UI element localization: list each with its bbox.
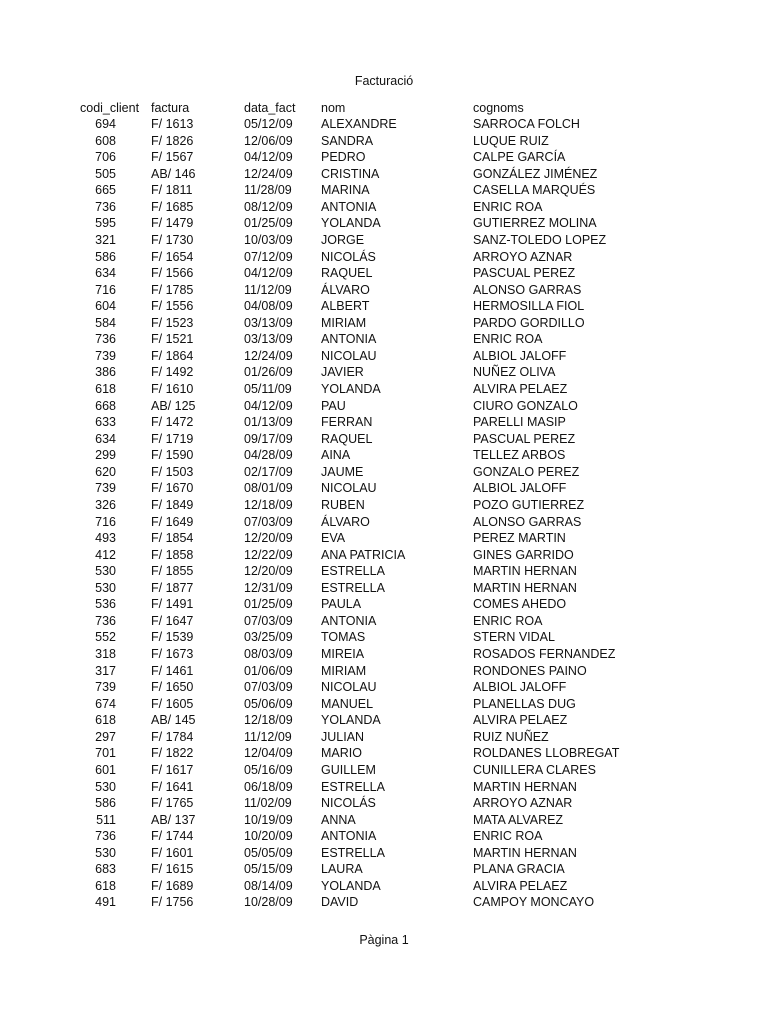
cell-cognoms: PARELLI MASIP <box>473 415 566 430</box>
cell-codi-client: 601 <box>95 762 116 777</box>
cell-nom: MIRIAM <box>321 315 367 330</box>
table-row <box>0 596 768 613</box>
cell-codi-client: 595 <box>95 216 116 231</box>
cell-cognoms: ENRIC ROA <box>473 829 543 844</box>
table-row <box>0 547 768 564</box>
cell-nom: ANTONIA <box>321 613 377 628</box>
cell-data-fact: 12/18/09 <box>244 497 293 512</box>
cell-nom: PAULA <box>321 597 362 612</box>
cell-cognoms: PASCUAL PEREZ <box>473 431 576 446</box>
cell-codi-client: 736 <box>95 613 116 628</box>
cell-codi-client: 586 <box>95 796 116 811</box>
cell-codi-client: 633 <box>95 415 116 430</box>
cell-data-fact: 05/05/09 <box>244 845 293 860</box>
cell-data-fact: 11/12/09 <box>244 282 292 297</box>
cell-codi-client: 716 <box>95 282 116 297</box>
cell-factura: F/ 1654 <box>151 249 194 264</box>
cell-factura: F/ 1744 <box>151 829 194 844</box>
cell-cognoms: CIURO GONZALO <box>473 398 578 413</box>
cell-codi-client: 683 <box>95 862 116 877</box>
table-row <box>0 133 768 150</box>
cell-data-fact: 03/13/09 <box>244 315 293 330</box>
cell-factura: F/ 1556 <box>151 299 194 314</box>
cell-cognoms: SANZ-TOLEDO LOPEZ <box>473 232 607 247</box>
cell-data-fact: 12/24/09 <box>244 166 293 181</box>
cell-nom: NICOLÁS <box>321 796 376 811</box>
cell-factura: F/ 1617 <box>151 762 194 777</box>
cell-data-fact: 12/06/09 <box>244 133 293 148</box>
cell-data-fact: 01/06/09 <box>244 663 293 678</box>
cell-nom: MARINA <box>321 183 370 198</box>
cell-data-fact: 08/12/09 <box>244 199 293 214</box>
cell-nom: FERRAN <box>321 415 373 430</box>
table-row <box>0 199 768 216</box>
cell-data-fact: 01/25/09 <box>244 597 293 612</box>
cell-factura: F/ 1521 <box>151 332 194 347</box>
cell-factura: F/ 1730 <box>151 232 194 247</box>
cell-nom: GUILLEM <box>321 762 376 777</box>
table-row <box>0 398 768 415</box>
table-row <box>0 795 768 812</box>
table-row <box>0 613 768 630</box>
cell-nom: MARIO <box>321 746 362 761</box>
cell-nom: ESTRELLA <box>321 779 385 794</box>
cell-cognoms: CASELLA MARQUÉS <box>473 183 596 198</box>
table-row <box>0 116 768 133</box>
table-row <box>0 712 768 729</box>
cell-data-fact: 04/12/09 <box>244 150 293 165</box>
cell-factura: F/ 1566 <box>151 266 194 281</box>
cell-nom: RAQUEL <box>321 431 373 446</box>
cell-factura: F/ 1756 <box>151 895 194 910</box>
cell-nom: ÁLVARO <box>321 282 370 297</box>
cell-factura: AB/ 146 <box>151 166 196 181</box>
cell-data-fact: 01/13/09 <box>244 415 293 430</box>
cell-cognoms: ENRIC ROA <box>473 332 543 347</box>
cell-factura: F/ 1605 <box>151 696 194 711</box>
header-data-fact: data_fact <box>244 101 296 115</box>
cell-cognoms: GUTIERREZ MOLINA <box>473 216 597 231</box>
cell-cognoms: PARDO GORDILLO <box>473 315 585 330</box>
table-header <box>0 100 768 116</box>
cell-data-fact: 07/03/09 <box>244 680 293 695</box>
cell-data-fact: 12/20/09 <box>244 564 293 579</box>
cell-data-fact: 12/31/09 <box>244 580 293 595</box>
cell-cognoms: ALONSO GARRAS <box>473 282 582 297</box>
cell-factura: F/ 1491 <box>151 597 194 612</box>
cell-nom: JORGE <box>321 232 365 247</box>
table-row <box>0 679 768 696</box>
cell-factura: F/ 1601 <box>151 845 194 860</box>
header-nom: nom <box>321 101 346 115</box>
table-row <box>0 232 768 249</box>
cell-factura: F/ 1858 <box>151 547 194 562</box>
cell-nom: ANTONIA <box>321 829 377 844</box>
cell-codi-client: 665 <box>95 183 116 198</box>
cell-cognoms: ENRIC ROA <box>473 199 543 214</box>
cell-codi-client: 739 <box>95 348 116 363</box>
cell-factura: AB/ 137 <box>151 812 196 827</box>
cell-codi-client: 530 <box>95 580 116 595</box>
cell-codi-client: 736 <box>95 829 116 844</box>
table-row <box>0 845 768 862</box>
cell-data-fact: 09/17/09 <box>244 431 293 446</box>
cell-factura: F/ 1503 <box>151 464 194 479</box>
cell-nom: SANDRA <box>321 133 374 148</box>
cell-nom: RAQUEL <box>321 266 373 281</box>
table-row <box>0 282 768 299</box>
cell-data-fact: 05/16/09 <box>244 762 293 777</box>
cell-data-fact: 07/12/09 <box>244 249 293 264</box>
cell-codi-client: 634 <box>95 266 116 281</box>
cell-factura: F/ 1650 <box>151 680 194 695</box>
table-row <box>0 580 768 597</box>
table-row <box>0 878 768 895</box>
cell-codi-client: 739 <box>95 680 116 695</box>
cell-codi-client: 674 <box>95 696 116 711</box>
cell-data-fact: 02/17/09 <box>244 464 293 479</box>
cell-data-fact: 11/02/09 <box>244 796 292 811</box>
cell-codi-client: 716 <box>95 514 116 529</box>
cell-nom: DAVID <box>321 895 359 910</box>
page-number: Pàgina 1 <box>359 933 409 947</box>
cell-data-fact: 04/28/09 <box>244 448 293 463</box>
cell-factura: F/ 1610 <box>151 382 194 396</box>
cell-factura: F/ 1784 <box>151 729 194 744</box>
cell-codi-client: 608 <box>95 133 116 148</box>
cell-nom: ESTRELLA <box>321 580 385 595</box>
cell-codi-client: 586 <box>95 249 116 264</box>
cell-factura: F/ 1855 <box>151 564 194 579</box>
table-row <box>0 629 768 646</box>
cell-factura: F/ 1849 <box>151 497 194 512</box>
invoice-table <box>0 100 768 911</box>
table-row <box>0 265 768 282</box>
cell-cognoms: PLANELLAS DUG <box>473 696 576 711</box>
table-row <box>0 762 768 779</box>
cell-nom: PAU <box>321 398 346 413</box>
cell-codi-client: 386 <box>95 365 116 380</box>
cell-codi-client: 618 <box>95 382 116 396</box>
cell-factura: F/ 1647 <box>151 613 194 628</box>
cell-cognoms: ARROYO AZNAR <box>473 796 573 811</box>
cell-factura: F/ 1854 <box>151 531 194 546</box>
cell-cognoms: CAMPOY MONCAYO <box>473 895 595 910</box>
cell-data-fact: 01/26/09 <box>244 365 293 380</box>
table-row <box>0 646 768 663</box>
cell-nom: ANA PATRICIA <box>321 547 406 562</box>
cell-codi-client: 318 <box>95 647 116 661</box>
cell-data-fact: 08/01/09 <box>244 481 293 496</box>
cell-data-fact: 04/12/09 <box>244 398 293 413</box>
table-row <box>0 894 768 911</box>
cell-codi-client: 530 <box>95 779 116 794</box>
cell-data-fact: 04/12/09 <box>244 266 293 281</box>
cell-data-fact: 08/03/09 <box>244 647 293 661</box>
cell-factura: AB/ 145 <box>151 713 196 728</box>
cell-factura: F/ 1864 <box>151 348 194 363</box>
cell-cognoms: GONZALO PEREZ <box>473 464 580 479</box>
cell-nom: YOLANDA <box>321 382 381 396</box>
cell-nom: NICOLAU <box>321 348 377 363</box>
cell-cognoms: COMES AHEDO <box>473 597 567 612</box>
cell-cognoms: SARROCA FOLCH <box>473 117 580 131</box>
table-row <box>0 779 768 796</box>
cell-codi-client: 618 <box>95 878 116 893</box>
table-row <box>0 861 768 878</box>
cell-factura: F/ 1479 <box>151 216 194 231</box>
table-row <box>0 431 768 448</box>
cell-data-fact: 05/11/09 <box>244 382 292 396</box>
cell-factura: F/ 1811 <box>151 183 193 198</box>
cell-nom: EVA <box>321 531 346 546</box>
cell-codi-client: 326 <box>95 497 116 512</box>
cell-nom: MANUEL <box>321 696 374 711</box>
cell-factura: F/ 1615 <box>151 862 194 877</box>
cell-nom: LAURA <box>321 862 363 877</box>
cell-nom: ANNA <box>321 812 356 827</box>
cell-codi-client: 620 <box>95 464 116 479</box>
cell-cognoms: NUÑEZ OLIVA <box>473 365 556 380</box>
cell-nom: ANTONIA <box>321 332 377 347</box>
cell-nom: ESTRELLA <box>321 564 385 579</box>
table-row <box>0 497 768 514</box>
cell-cognoms: PLANA GRACIA <box>473 862 565 877</box>
cell-data-fact: 10/19/09 <box>244 812 293 827</box>
cell-factura: F/ 1461 <box>151 663 194 678</box>
table-row <box>0 464 768 481</box>
cell-cognoms: GINES GARRIDO <box>473 547 574 562</box>
cell-cognoms: MARTIN HERNAN <box>473 845 577 860</box>
cell-nom: YOLANDA <box>321 878 381 893</box>
cell-factura: F/ 1472 <box>151 415 194 430</box>
cell-cognoms: MARTIN HERNAN <box>473 564 577 579</box>
cell-nom: NICOLÁS <box>321 249 376 264</box>
table-row <box>0 331 768 348</box>
cell-codi-client: 706 <box>95 150 116 165</box>
table-row <box>0 315 768 332</box>
cell-data-fact: 11/12/09 <box>244 729 292 744</box>
table-row <box>0 563 768 580</box>
cell-data-fact: 12/18/09 <box>244 713 293 728</box>
cell-codi-client: 321 <box>95 232 116 247</box>
table-row <box>0 663 768 680</box>
cell-data-fact: 10/28/09 <box>244 895 293 910</box>
cell-data-fact: 03/25/09 <box>244 630 293 645</box>
cell-data-fact: 05/15/09 <box>244 862 293 877</box>
cell-data-fact: 08/14/09 <box>244 878 293 893</box>
cell-data-fact: 07/03/09 <box>244 613 293 628</box>
cell-factura: F/ 1822 <box>151 746 194 761</box>
cell-cognoms: ENRIC ROA <box>473 613 543 628</box>
cell-factura: F/ 1826 <box>151 133 194 148</box>
cell-cognoms: CUNILLERA CLARES <box>473 762 596 777</box>
cell-data-fact: 03/13/09 <box>244 332 293 347</box>
header-codi-client: codi_client <box>80 101 140 115</box>
table-row <box>0 696 768 713</box>
cell-codi-client: 493 <box>95 531 116 546</box>
table-row <box>0 298 768 315</box>
cell-codi-client: 739 <box>95 481 116 496</box>
cell-data-fact: 12/04/09 <box>244 746 293 761</box>
cell-cognoms: ALVIRA PELAEZ <box>473 878 568 893</box>
cell-nom: PEDRO <box>321 150 366 165</box>
cell-codi-client: 584 <box>95 315 116 330</box>
cell-nom: MIRIAM <box>321 663 367 678</box>
cell-nom: JAVIER <box>321 365 364 380</box>
table-row <box>0 812 768 829</box>
cell-cognoms: TELLEZ ARBOS <box>473 448 566 463</box>
cell-nom: YOLANDA <box>321 216 381 231</box>
cell-data-fact: 06/18/09 <box>244 779 293 794</box>
cell-data-fact: 10/03/09 <box>244 232 293 247</box>
cell-codi-client: 618 <box>95 713 116 728</box>
table-row <box>0 166 768 183</box>
cell-cognoms: ALBIOL JALOFF <box>473 481 567 496</box>
cell-codi-client: 491 <box>95 895 116 910</box>
cell-factura: F/ 1689 <box>151 878 194 893</box>
header-cognoms: cognoms <box>473 101 524 115</box>
cell-nom: RUBEN <box>321 497 365 512</box>
cell-factura: F/ 1613 <box>151 117 194 131</box>
table-row <box>0 447 768 464</box>
cell-codi-client: 736 <box>95 199 116 214</box>
cell-cognoms: STERN VIDAL <box>473 630 555 645</box>
cell-codi-client: 511 <box>96 812 116 827</box>
cell-cognoms: POZO GUTIERREZ <box>473 497 585 512</box>
cell-factura: F/ 1523 <box>151 315 194 330</box>
cell-cognoms: ALBIOL JALOFF <box>473 348 567 363</box>
cell-factura: F/ 1670 <box>151 481 194 496</box>
cell-cognoms: ALVIRA PELAEZ <box>473 713 568 728</box>
cell-codi-client: 701 <box>95 746 116 761</box>
table-row <box>0 215 768 232</box>
cell-factura: F/ 1685 <box>151 199 194 214</box>
cell-factura: F/ 1641 <box>151 779 194 794</box>
table-row <box>0 729 768 746</box>
cell-cognoms: ROSADOS FERNANDEZ <box>473 647 616 661</box>
cell-nom: TOMAS <box>321 630 366 645</box>
cell-codi-client: 530 <box>95 564 116 579</box>
cell-cognoms: ARROYO AZNAR <box>473 249 573 264</box>
table-row <box>0 514 768 531</box>
cell-codi-client: 297 <box>95 729 116 744</box>
table-row <box>0 364 768 381</box>
cell-cognoms: PASCUAL PEREZ <box>473 266 576 281</box>
cell-nom: MIREIA <box>321 647 365 661</box>
cell-cognoms: HERMOSILLA FIOL <box>473 299 585 314</box>
cell-codi-client: 536 <box>95 597 116 612</box>
table-row <box>0 414 768 431</box>
cell-factura: F/ 1492 <box>151 365 194 380</box>
cell-cognoms: MARTIN HERNAN <box>473 580 577 595</box>
cell-nom: ANTONIA <box>321 199 377 214</box>
cell-factura: F/ 1765 <box>151 796 194 811</box>
cell-cognoms: ALBIOL JALOFF <box>473 680 567 695</box>
table-row <box>0 182 768 199</box>
cell-factura: F/ 1673 <box>151 647 194 661</box>
cell-codi-client: 634 <box>95 431 116 446</box>
cell-cognoms: RONDONES PAINO <box>473 663 587 678</box>
header-factura: factura <box>151 101 190 115</box>
cell-cognoms: MARTIN HERNAN <box>473 779 577 794</box>
cell-cognoms: MATA ALVAREZ <box>473 812 564 827</box>
cell-codi-client: 505 <box>95 166 116 181</box>
cell-codi-client: 299 <box>95 448 116 463</box>
cell-codi-client: 604 <box>95 299 116 314</box>
cell-data-fact: 01/25/09 <box>244 216 293 231</box>
cell-factura: F/ 1590 <box>151 448 194 463</box>
table-row <box>0 745 768 762</box>
table-row <box>0 381 768 398</box>
cell-factura: F/ 1649 <box>151 514 194 529</box>
table-row <box>0 828 768 845</box>
table-row <box>0 530 768 547</box>
cell-data-fact: 10/20/09 <box>244 829 293 844</box>
table-row <box>0 149 768 166</box>
cell-nom: ALEXANDRE <box>321 117 397 131</box>
cell-codi-client: 694 <box>95 117 116 131</box>
cell-nom: ESTRELLA <box>321 845 385 860</box>
cell-nom: JULIAN <box>321 729 365 744</box>
cell-data-fact: 05/12/09 <box>244 117 293 131</box>
cell-data-fact: 04/08/09 <box>244 299 293 314</box>
cell-cognoms: CALPE GARCÍA <box>473 150 566 165</box>
cell-cognoms: PEREZ MARTIN <box>473 531 566 546</box>
cell-data-fact: 12/24/09 <box>244 348 293 363</box>
cell-factura: F/ 1719 <box>151 431 194 446</box>
cell-data-fact: 07/03/09 <box>244 514 293 529</box>
cell-codi-client: 668 <box>95 398 116 413</box>
table-body <box>0 116 768 911</box>
cell-nom: CRISTINA <box>321 166 380 181</box>
cell-cognoms: ALVIRA PELAEZ <box>473 382 568 396</box>
cell-nom: NICOLAU <box>321 481 377 496</box>
cell-codi-client: 317 <box>95 663 116 678</box>
cell-data-fact: 05/06/09 <box>244 696 293 711</box>
cell-codi-client: 530 <box>95 845 116 860</box>
cell-cognoms: RUIZ NUÑEZ <box>473 729 549 744</box>
cell-cognoms: LUQUE RUIZ <box>473 133 549 148</box>
cell-factura: F/ 1567 <box>151 150 194 165</box>
table-row <box>0 249 768 266</box>
table-row <box>0 348 768 365</box>
cell-data-fact: 11/28/09 <box>244 183 292 198</box>
cell-codi-client: 552 <box>95 630 116 645</box>
cell-data-fact: 12/20/09 <box>244 531 293 546</box>
cell-codi-client: 736 <box>95 332 116 347</box>
cell-factura: AB/ 125 <box>151 398 196 413</box>
table-row <box>0 480 768 497</box>
cell-factura: F/ 1877 <box>151 580 194 595</box>
cell-nom: YOLANDA <box>321 713 381 728</box>
cell-cognoms: GONZÁLEZ JIMÉNEZ <box>473 166 598 181</box>
page-title: Facturació <box>354 74 414 88</box>
cell-nom: ÁLVARO <box>321 514 370 529</box>
cell-nom: NICOLAU <box>321 680 377 695</box>
cell-factura: F/ 1539 <box>151 630 194 645</box>
cell-nom: AINA <box>321 448 351 463</box>
cell-cognoms: ROLDANES LLOBREGAT <box>473 746 620 761</box>
cell-factura: F/ 1785 <box>151 282 194 297</box>
cell-codi-client: 412 <box>95 547 116 562</box>
cell-data-fact: 12/22/09 <box>244 547 293 562</box>
cell-cognoms: ALONSO GARRAS <box>473 514 582 529</box>
cell-nom: JAUME <box>321 464 364 479</box>
cell-nom: ALBERT <box>321 299 370 314</box>
